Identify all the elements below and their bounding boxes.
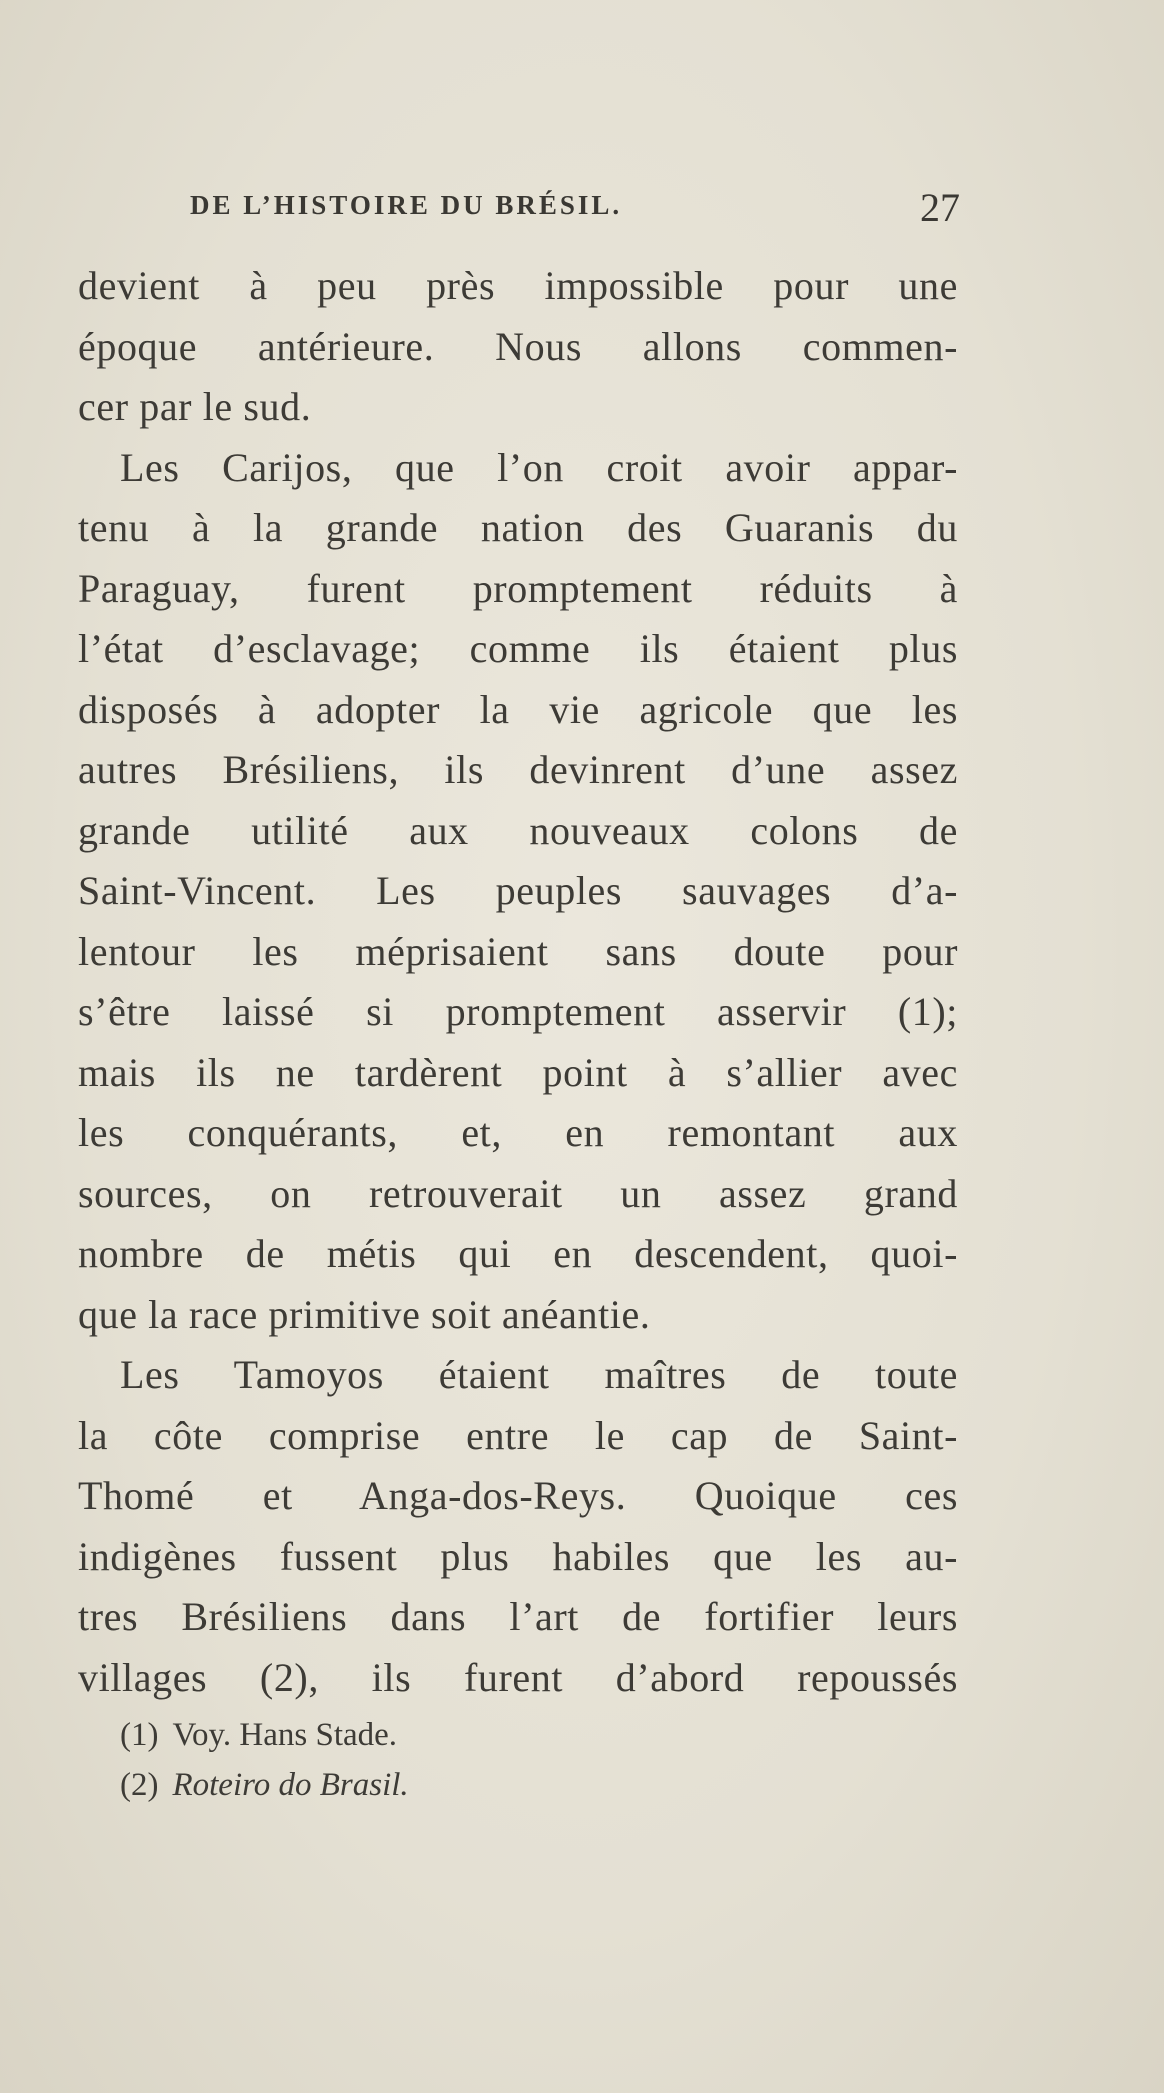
text-line: cer par le sud. bbox=[78, 384, 312, 429]
text-line: lentour les méprisaient sans doute pour bbox=[78, 928, 958, 974]
text-line: s’être laissé si promptement asservir (1); bbox=[78, 989, 958, 1034]
text-line: sources, on retrouverait un assez grand bbox=[78, 1170, 958, 1216]
running-title: DE L’HISTOIRE DU BRÉSIL. bbox=[190, 190, 623, 220]
footnote-1 bbox=[120, 1710, 820, 1760]
footnote-2 bbox=[120, 1760, 820, 1810]
text-line: autres Brésiliens, ils devinrent d’une assez bbox=[78, 747, 958, 792]
footnote-marker: (2) bbox=[120, 1767, 159, 1803]
text-line: Les Carijos, que l’on croit avoir appar- bbox=[120, 444, 958, 490]
text-line: l’état d’esclavage; comme ils étaient plus bbox=[78, 626, 958, 671]
text-line: disposés à adopter la vie agricole que les bbox=[78, 686, 958, 732]
text-line: tenu à la grande nation des Guaranis du bbox=[78, 505, 958, 550]
text-line: indigènes fussent plus habiles que les au- bbox=[78, 1533, 958, 1579]
text-line: les conquérants, et, en remontant aux bbox=[78, 1110, 958, 1155]
text-line: mais ils ne tardèrent point à s’allier avec bbox=[78, 1049, 958, 1095]
text-line: devient à peu près impossible pour une bbox=[78, 263, 958, 308]
text-line: Paraguay, furent promptement réduits à bbox=[78, 565, 958, 611]
footnote-text: Roteiro do Brasil. bbox=[172, 1767, 409, 1803]
text-line: grande utilité aux nouveaux colons de bbox=[78, 807, 958, 853]
text-line: Thomé et Anga-dos-Reys. Quoique ces bbox=[78, 1473, 958, 1518]
text-line: Saint-Vincent. Les peuples sauvages d’a- bbox=[78, 868, 958, 913]
body-text bbox=[78, 256, 958, 1708]
page-number: 27 bbox=[920, 185, 960, 230]
text-line: villages (2), ils furent d’abord repoussés bbox=[78, 1654, 958, 1700]
footnote-marker: (1) bbox=[120, 1717, 159, 1753]
text-line: la côte comprise entre le cap de Saint- bbox=[78, 1412, 958, 1458]
footnote-text: Voy. Hans Stade. bbox=[172, 1717, 398, 1753]
text-line: Les Tamoyos étaient maîtres de toute bbox=[120, 1352, 958, 1397]
text-line: époque antérieure. Nous allons commen- bbox=[78, 323, 958, 369]
text-line: nombre de métis qui en descendent, quoi- bbox=[78, 1231, 958, 1276]
footnotes bbox=[120, 1710, 820, 1810]
page-header bbox=[190, 185, 960, 240]
text-line: tres Brésiliens dans l’art de fortifier leurs bbox=[78, 1594, 958, 1639]
text-line: que la race primitive soit anéantie. bbox=[78, 1291, 651, 1337]
